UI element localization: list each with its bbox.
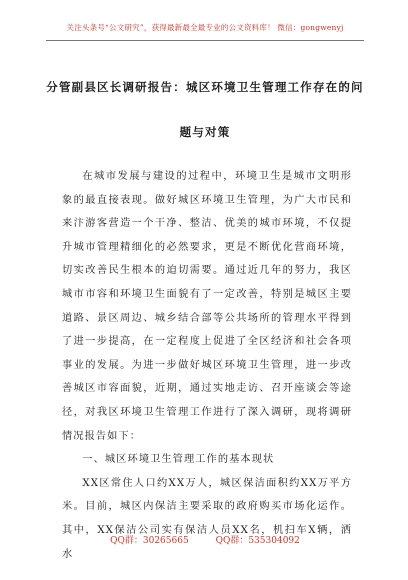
footer-qq-group-1: QQ群：30265665 bbox=[110, 536, 189, 546]
footer-qq-group-2: QQ群：535304092 bbox=[215, 536, 300, 546]
footer-contact bbox=[40, 533, 370, 546]
document-title-line-1: 分管副县区长调研报告：城区环境卫生管理工作存在的问 bbox=[46, 80, 364, 94]
section-heading-1: 一、城区环境卫生管理工作的基本现状 bbox=[82, 454, 275, 466]
header-promo-text: 关注头条号“公文研究”，获得最新最全最专业的公文资料库！ 微信：gongwenyj bbox=[66, 23, 344, 32]
document-body bbox=[62, 165, 352, 566]
body-paragraph-intro: 在城市发展与建设的过程中，环境卫生是城市文明形象的最直接表现。做好城区环境卫生管理，为广大市民和来汴游客营造一个干净、整洁、优美的城市环境，不仅提升城市管理精细化的必然要求，更是不断优化营商环境，切实改善民生根本的迫切需要。通过近几年的努力，我区城市市容和环境卫生面貌有了一定改善，特别是城区主要道路、景区周边、城乡结合部等公共场所的管理水平得到了进一步提高，在一定程度上促进了全区经济和社会各项事业的发展。为进一步做好城区环境卫生管理，进一步改善城区市容面貌，近期，通过实地走访、召开座谈会等途径，对我区环境卫生管理工作进行了深入调研，现将调研情况报告如下： bbox=[62, 171, 352, 442]
body-paragraph-status: XX区常住人口约XX万人，城区保洁面积约XX万平方米。目前，城区内保洁主要采取的政府购买市场化运作。其中，XX保洁公司实有保洁人员XX名，机扫车X辆，洒水 bbox=[62, 477, 352, 560]
document-title-line-2: 题与对策 bbox=[179, 125, 231, 139]
header-divider bbox=[46, 40, 364, 41]
